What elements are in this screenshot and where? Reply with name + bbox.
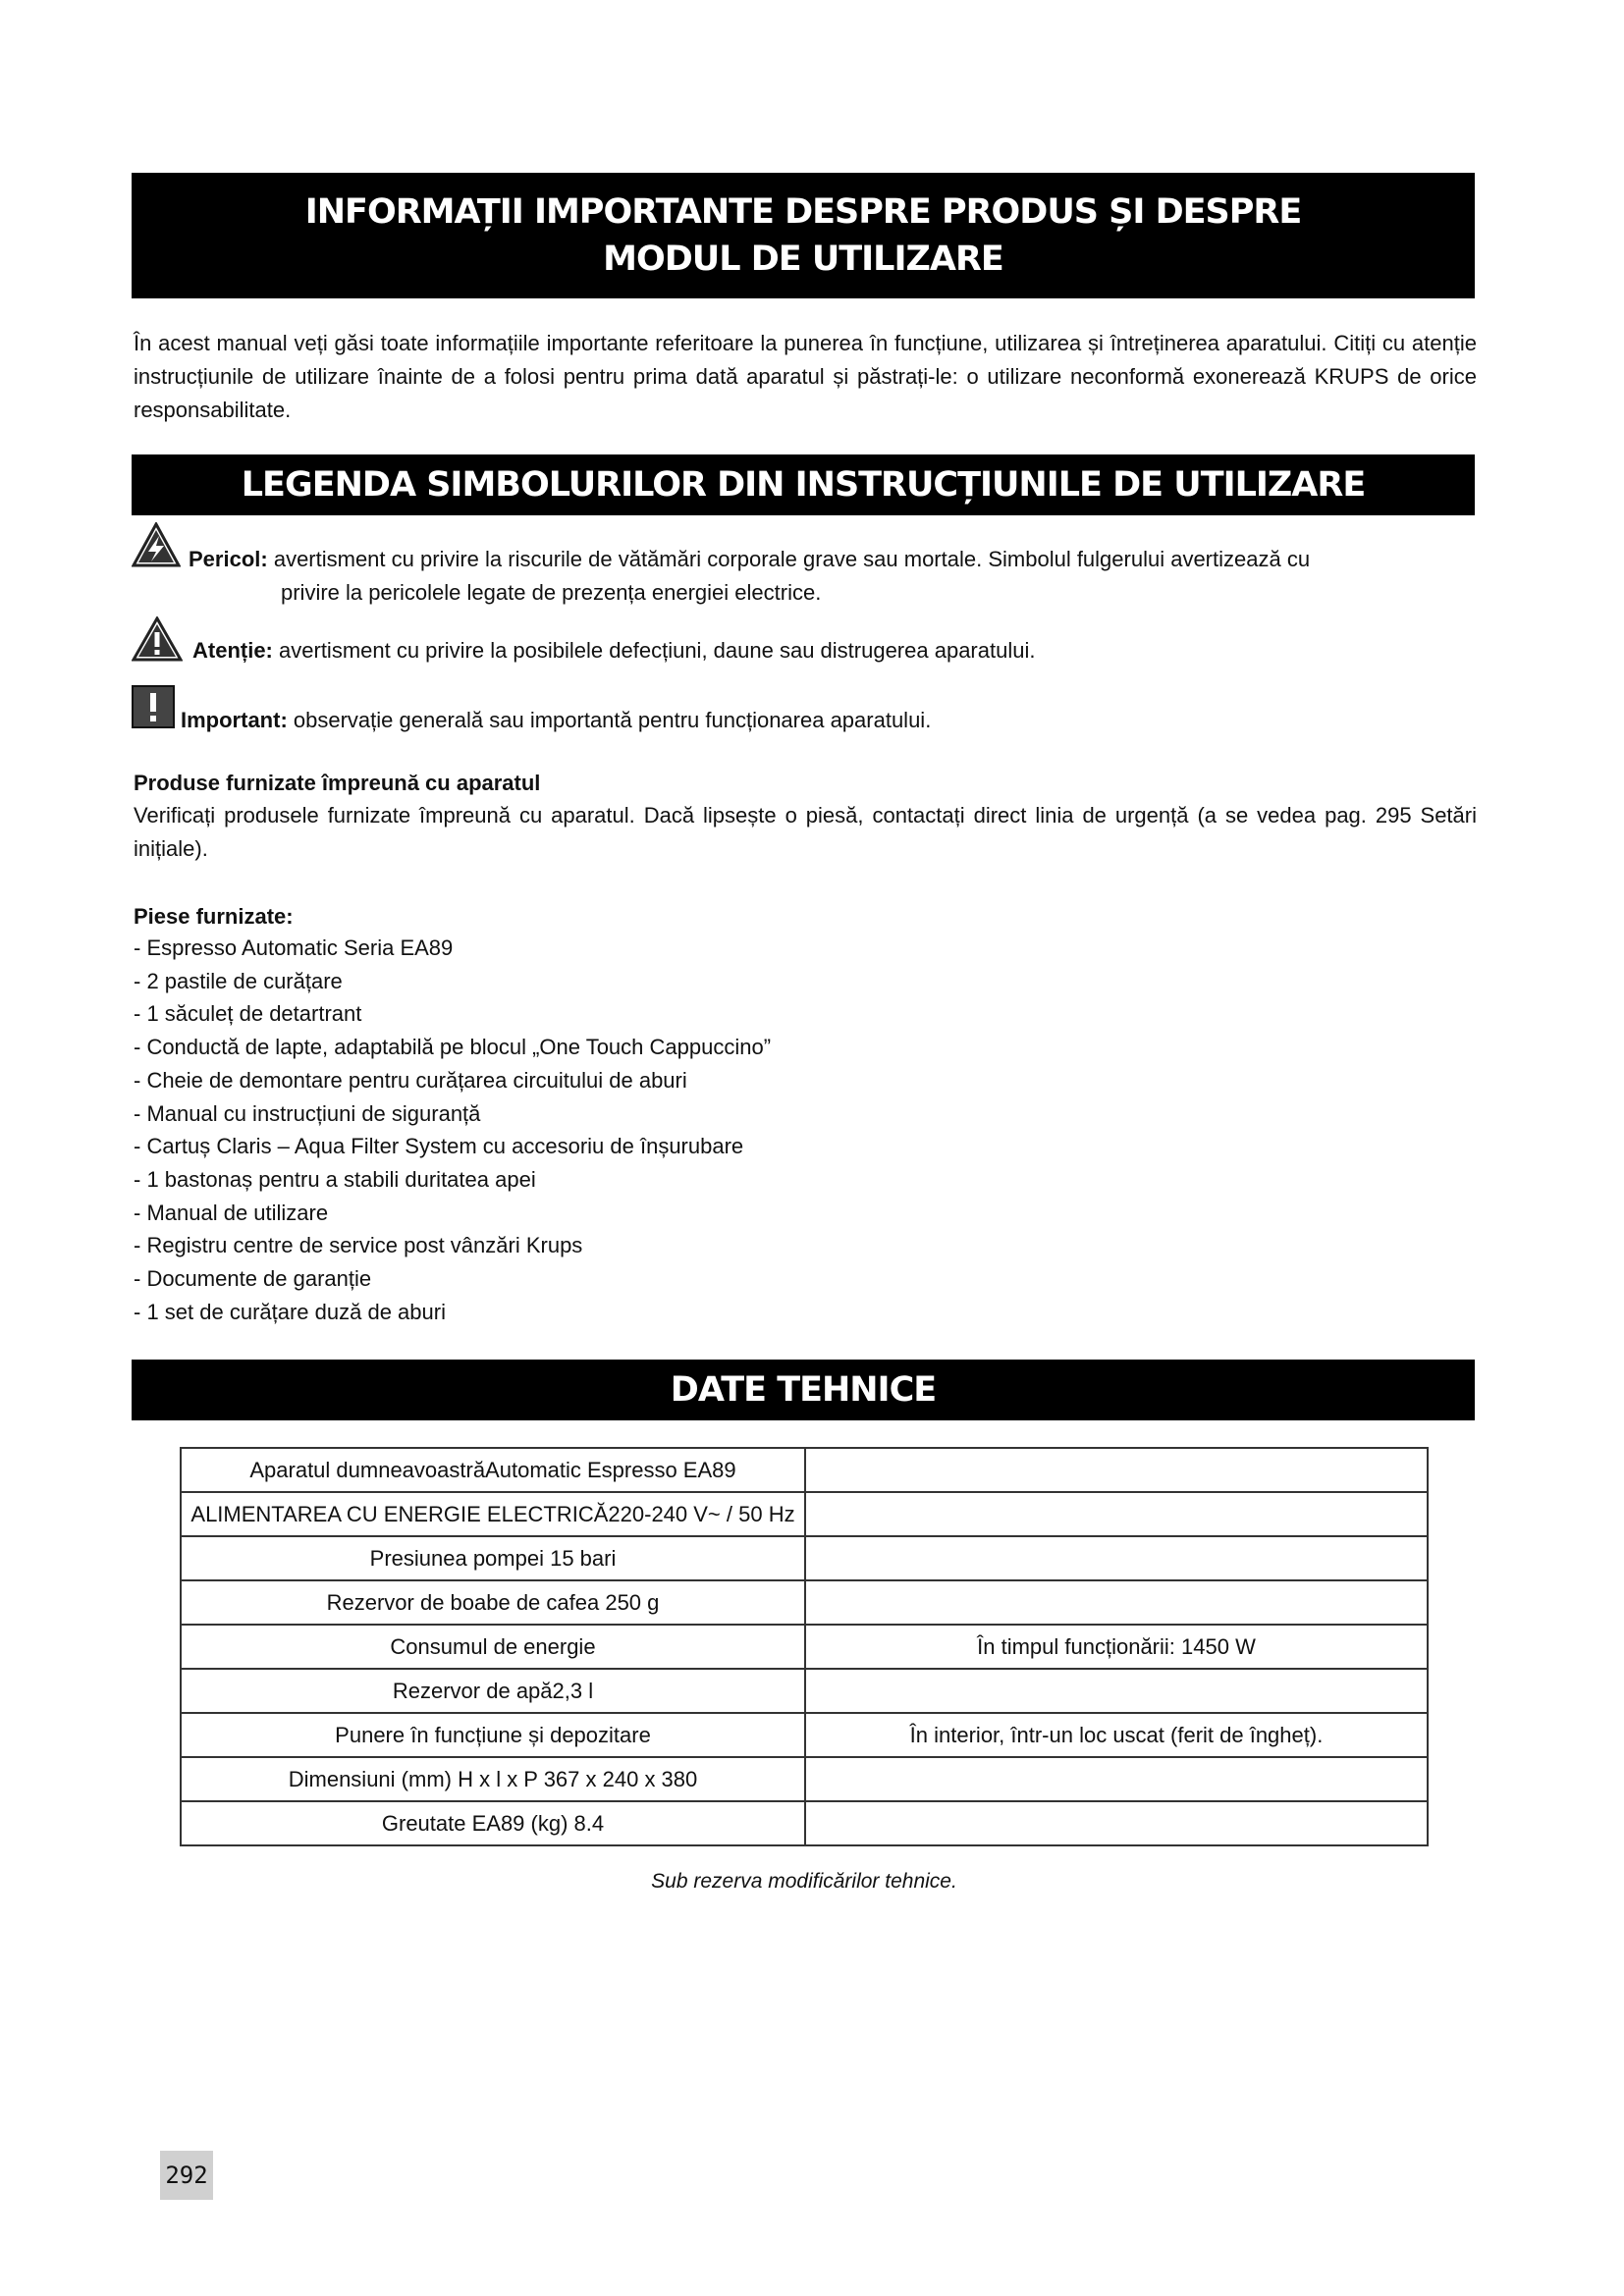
danger-lightning-icon <box>132 522 181 567</box>
list-item: - Registru centre de service post vânzări Krups <box>134 1233 583 1258</box>
important-exclamation-icon <box>132 685 175 728</box>
spec-value <box>805 1580 1428 1625</box>
spec-value: În interior, într-un loc uscat (ferit de îngheț). <box>805 1713 1428 1757</box>
spec-label: Rezervor de apă2,3 l <box>181 1669 805 1713</box>
technical-data-table <box>180 1447 1429 1846</box>
list-item: - Cheie de demontare pentru curățarea circuitului de aburi <box>134 1067 687 1093</box>
spec-label: Punere în funcțiune și depozitare <box>181 1713 805 1757</box>
technical-note: Sub rezerva modificărilor tehnice. <box>651 1870 957 1893</box>
spec-value <box>805 1536 1428 1580</box>
spec-label: ALIMENTAREA CU ENERGIE ELECTRICĂ220-240 V~ / 50 Hz <box>181 1492 805 1536</box>
spec-label: Rezervor de boabe de cafea 250 g <box>181 1580 805 1625</box>
caution-text: avertisment cu privire la posibilele defecțiuni, daune sau distrugerea aparatului. <box>279 638 1036 663</box>
danger-label: Pericol: <box>189 547 268 571</box>
legend-important <box>181 704 931 737</box>
spec-value <box>805 1492 1428 1536</box>
intro-paragraph: În acest manual veți găsi toate informațiile importante referitoare la punerea în funcțiune, utilizarea și întreținerea aparatului. Citiți cu atenție instrucțiunile de utilizare înainte de a folosi pentru prima dată aparatul și păstrați-le: o utilizare neconformă exonerează KRUPS de orice responsabilitate. <box>134 331 1477 422</box>
spec-label: Aparatul dumneavoastrăAutomatic Espresso EA89 <box>181 1448 805 1492</box>
banner-line-1: INFORMAȚII IMPORTANTE DESPRE PRODUS ȘI DESPRE <box>304 192 1302 232</box>
warning-triangle-icon <box>132 616 183 662</box>
table-row <box>181 1757 1428 1801</box>
list-item: - 1 săculeț de detartrant <box>134 1001 362 1027</box>
table-row <box>181 1536 1428 1580</box>
spec-label: Greutate EA89 (kg) 8.4 <box>181 1801 805 1845</box>
table-row <box>181 1625 1428 1669</box>
section-banner-product-info <box>132 173 1475 298</box>
table-row <box>181 1801 1428 1845</box>
spec-value <box>805 1448 1428 1492</box>
caution-label: Atenție: <box>192 638 273 663</box>
list-item: - 1 bastonaș pentru a stabili duritatea apei <box>134 1166 536 1192</box>
legend-danger <box>189 543 1310 576</box>
list-item: - Documente de garanție <box>134 1266 372 1292</box>
supplied-text: Verificați produsele furnizate împreună cu aparatul. Dacă lipsește o piesă, contactați direct linia de urgență (a se vedea pag. 295 Setări inițiale). <box>134 803 1477 861</box>
legend-caution <box>192 634 1035 667</box>
spec-value <box>805 1669 1428 1713</box>
parts-heading: Piese furnizate: <box>134 904 294 929</box>
table-row <box>181 1669 1428 1713</box>
spec-label: Dimensiuni (mm) H x l x P 367 x 240 x 380 <box>181 1757 805 1801</box>
section-banner-technical-data: DATE TEHNICE <box>132 1360 1475 1420</box>
list-item: - Conductă de lapte, adaptabilă pe blocul „One Touch Cappuccino” <box>134 1035 772 1060</box>
spec-value: În timpul funcționării: 1450 W <box>805 1625 1428 1669</box>
list-item: - 2 pastile de curățare <box>134 968 343 993</box>
banner-line-2: MODUL DE UTILIZARE <box>603 240 1003 279</box>
list-item: - Cartuș Claris – Aqua Filter System cu accesoriu de înșurubare <box>134 1134 744 1159</box>
table-row <box>181 1713 1428 1757</box>
table-row <box>181 1448 1428 1492</box>
table-row <box>181 1580 1428 1625</box>
page-number: 292 <box>160 2151 213 2200</box>
section-banner-legend: LEGENDA SIMBOLURILOR DIN INSTRUCȚIUNILE DE UTILIZARE <box>132 454 1475 515</box>
spec-value <box>805 1801 1428 1845</box>
table-row <box>181 1492 1428 1536</box>
parts-list <box>134 932 771 1328</box>
important-text: observație generală sau importantă pentru funcționarea aparatului. <box>293 708 932 732</box>
list-item: - Manual de utilizare <box>134 1200 329 1225</box>
danger-text-continuation: privire la pericolele legate de prezența energiei electrice. <box>281 580 822 605</box>
spec-label: Presiunea pompei 15 bari <box>181 1536 805 1580</box>
list-item: - 1 set de curățare duză de aburi <box>134 1299 446 1324</box>
spec-value <box>805 1757 1428 1801</box>
list-item: - Manual cu instrucțiuni de siguranță <box>134 1100 481 1126</box>
supplied-heading: Produse furnizate împreună cu aparatul <box>134 771 541 795</box>
list-item: - Espresso Automatic Seria EA89 <box>134 935 454 960</box>
spec-label: Consumul de energie <box>181 1625 805 1669</box>
danger-text: avertisment cu privire la riscurile de vătămări corporale grave sau mortale. Simbolul fulgerului avertizează cu <box>273 547 1311 571</box>
important-label: Important: <box>181 708 288 732</box>
